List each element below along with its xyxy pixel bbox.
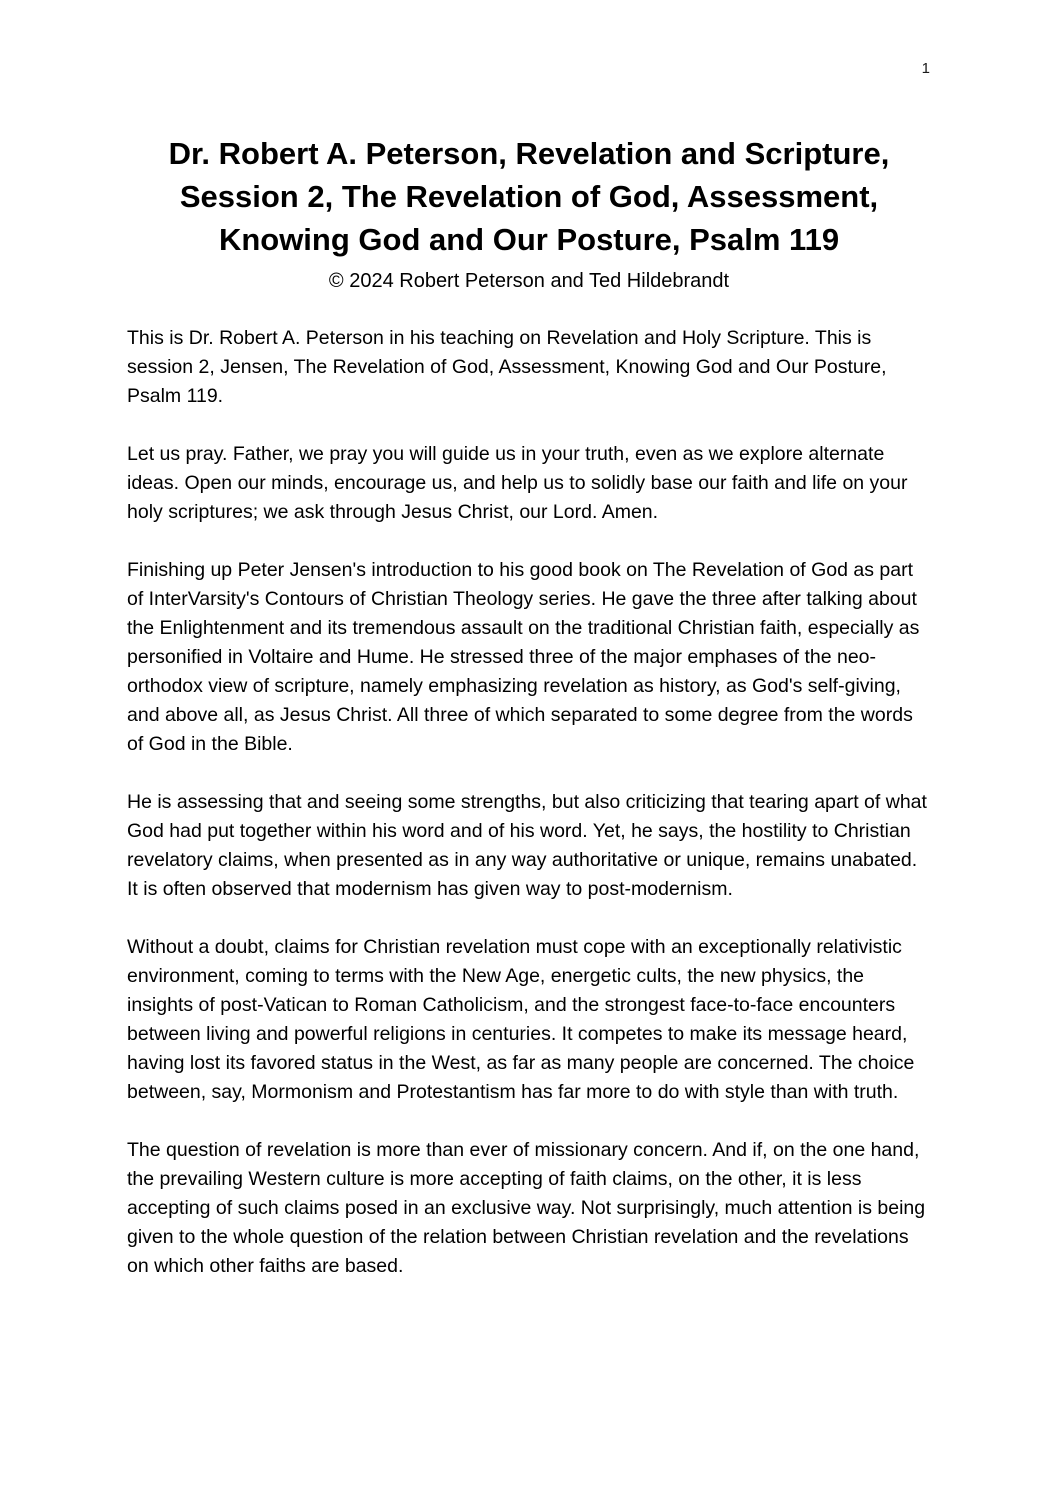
document-title [0,132,1058,261]
paragraph: The question of revelation is more than ever of missionary concern. And if, on the one hand, the prevailing Western culture is more accepting of faith claims, on the other, it is less accepting of such claims posed in an exclusive way. Not surprisingly, much attention is being given to the whole question of the relation between Christian revelation and the revelations on which other faiths are based. [127,1139,926,1277]
document-header [0,132,1058,294]
paragraph: This is Dr. Robert A. Peterson in his teaching on Revelation and Holy Scripture. This is session 2, Jensen, The Revelation of God, Assessment, Knowing God and Our Posture, Psalm 119. [127,327,887,407]
document-body [127,324,930,1281]
document-title-line-1: Dr. Robert A. Peterson, Revelation and Scripture, [168,136,890,171]
copyright-line: © 2024 Robert Peterson and Ted Hildebrandt [328,270,730,292]
paragraph: He is assessing that and seeing some strengths, but also criticizing that tearing apart of what God had put together within his word and of his word. Yet, he says, the hostility to Christian revelatory claims, when presented as in any way authoritative or unique, remains unabated. It is often observed that modernism has given way to post-modernism. [127,791,927,900]
document-title-line-3: Knowing God and Our Posture, Psalm 119 [218,222,840,257]
paragraph: Finishing up Peter Jensen's introduction to his good book on The Revelation of God as part of InterVarsity's Contours of Christian Theology series. He gave the three after talking about the Enlightenment and its tremendous assault on the traditional Christian faith, especially as personified in Voltaire and Hume. He stressed three of the major emphases of the neo-orthodox view of scripture, namely emphasizing revelation as history, as God's self-giving, and above all, as Jesus Christ. All three of which separated to some degree from the words of God in the Bible. [127,559,920,755]
paragraph: Without a doubt, claims for Christian revelation must cope with an exceptionally relativistic environment, coming to terms with the New Age, energetic cults, the new physics, the insights of post-Vatican to Roman Catholicism, and the strongest face-to-face encounters between living and powerful religions in centuries. It competes to make its message heard, having lost its favored status in the West, as far as many people are concerned. The choice between, say, Mormonism and Protestantism has far more to do with style than with truth. [127,936,915,1103]
page-number: 1 [921,60,930,77]
document-title-line-2: Session 2, The Revelation of God, Assessment, [179,179,879,214]
paragraph: Let us pray. Father, we pray you will guide us in your truth, even as we explore alternate ideas. Open our minds, encourage us, and help us to solidly base our faith and life on your holy scriptures; we ask through Jesus Christ, our Lord. Amen. [127,443,908,523]
